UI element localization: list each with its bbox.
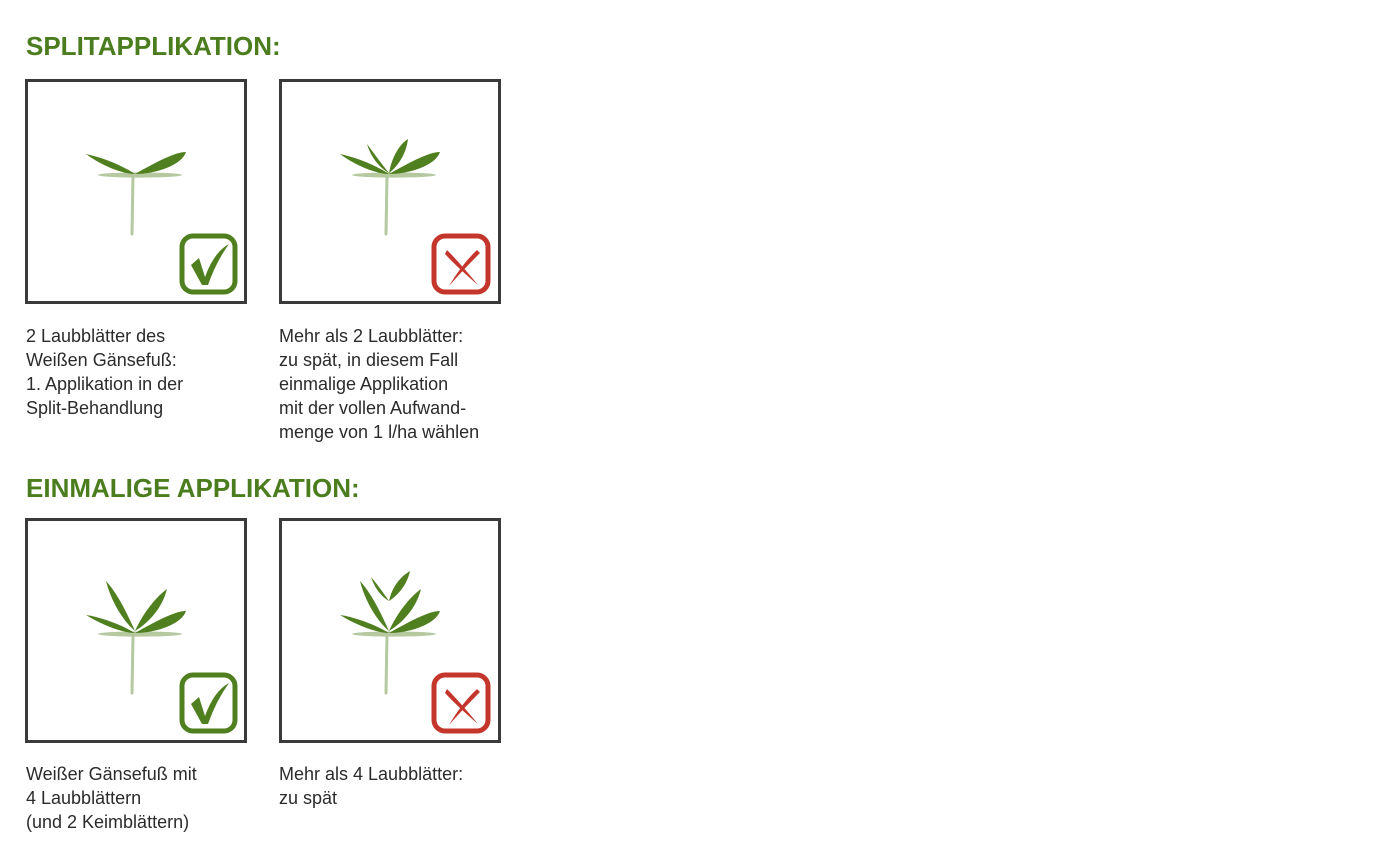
caption-line: (und 2 Keimblättern): [26, 812, 190, 832]
section-heading-single: EINMALIGE APPLIKATION:: [26, 473, 360, 503]
illustration-card-2-leaves: [25, 79, 247, 304]
illustration-card-more-than-4-leaves: [279, 518, 501, 743]
caption-line: menge von 1 l/ha wählen: [279, 422, 480, 442]
caption-line: Weißen Gänsefuß:: [26, 350, 177, 370]
caption-line: 2 Laubblätter des: [26, 326, 166, 346]
section-heading-split: SPLITAPPLIKATION:: [26, 31, 281, 61]
caption-line: Mehr als 4 Laubblätter:: [279, 764, 464, 784]
caption-line: Weißer Gänsefuß mit: [26, 764, 197, 784]
caption-line: 1. Applikation in der: [26, 374, 184, 394]
caption-more-than-2-leaves: [279, 324, 519, 444]
cross-icon: [282, 521, 498, 740]
illustration-card-4-leaves: [25, 518, 247, 743]
cross-icon: [282, 82, 498, 301]
caption-line: zu spät, in diesem Fall: [279, 350, 459, 370]
caption-line: Split-Behandlung: [26, 398, 164, 418]
caption-line: 4 Laubblättern: [26, 788, 142, 808]
caption-4-leaves: [26, 762, 266, 834]
caption-more-than-4-leaves: [279, 762, 519, 810]
check-icon: [28, 521, 244, 740]
caption-line: Mehr als 2 Laubblätter:: [279, 326, 464, 346]
caption-line: mit der vollen Aufwand-: [279, 398, 467, 418]
caption-line: zu spät: [279, 788, 338, 808]
caption-line: einmalige Applikation: [279, 374, 449, 394]
check-icon: [28, 82, 244, 301]
caption-2-leaves: [26, 324, 266, 420]
illustration-card-more-than-2-leaves: [279, 79, 501, 304]
